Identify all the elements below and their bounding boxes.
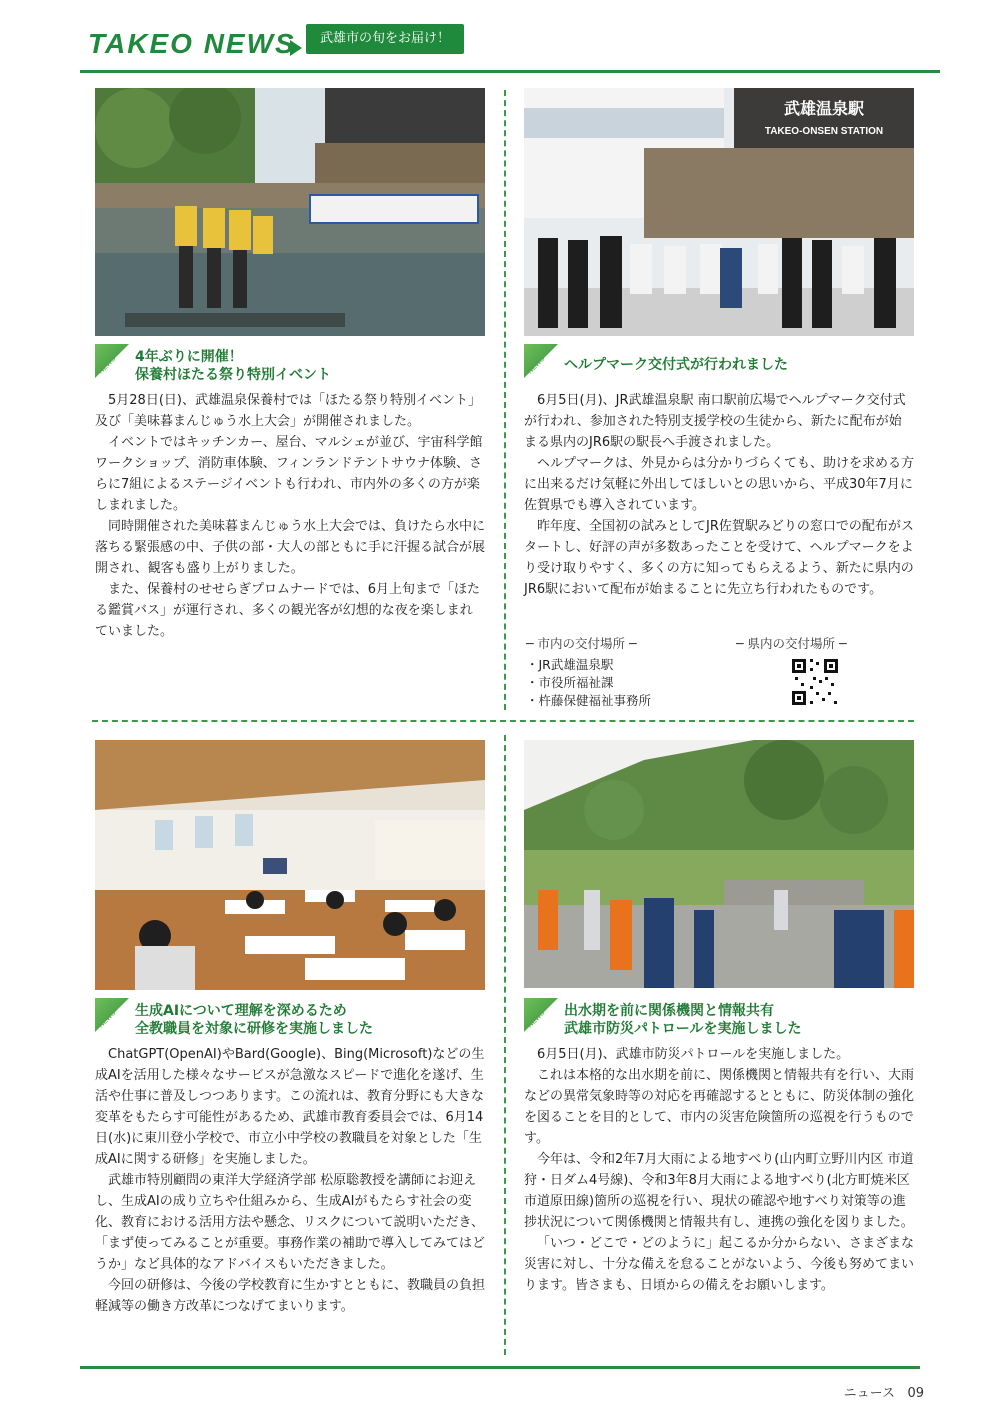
row-divider bbox=[92, 720, 914, 722]
paragraph: 今回の研修は、今後の学校教育に生かすとともに、教職員の負担軽減等の働き方改革につなげてまいります。 bbox=[95, 1278, 486, 1314]
page-folio bbox=[844, 1382, 924, 1401]
photo-ai-training bbox=[95, 740, 485, 990]
photo-station-ceremony bbox=[524, 88, 914, 336]
article-title-ai bbox=[95, 998, 485, 1040]
paragraph: これは本格的な出水期を前に、関係機関と情報共有を行い、大雨などの異常気象時等の対応を再確認するとともに、防災体制の強化を図ることを目的として、市内の災害危険箇所の巡視を行うものです。 bbox=[524, 1068, 915, 1146]
paragraph: イベントではキッチンカー、屋台、マルシェが並び、宇宙科学館ワークショップ、消防車体験、フィンランドテントサウナ体験、さらに7組によるステージイベントも行われ、市内外の多くの方が楽しまれました。 bbox=[95, 435, 483, 513]
photo-disaster-patrol bbox=[524, 740, 914, 988]
brand-title: TAKEO NEWS bbox=[88, 28, 296, 59]
section-label: ニュース bbox=[843, 1386, 896, 1401]
paragraph: ヘルプマークは、外見からは分かりづらくても、助けを求める方に出来るだけ気軽に外出してほしいとの思いから、平成30年7月に佐賀県でも導入されています。 bbox=[524, 456, 915, 513]
page-number: 09 bbox=[907, 1386, 924, 1401]
list-item: ・杵藤保健福祉事務所 bbox=[526, 693, 652, 708]
article-title-helpmark bbox=[524, 344, 914, 386]
article-title-line2: 全教職員を対象に研修を実施しました bbox=[135, 1021, 373, 1037]
list-item: ・市役所福祉課 bbox=[526, 675, 614, 690]
article-body-patrol bbox=[524, 1044, 914, 1296]
paragraph: ChatGPT(OpenAI)やBard(Google)、Bing(Microsoft)などの生成AIを活用した様々なサービスが急激なスピードで進化を遂げ、生活や仕事に普及しつつあります。この流れは、教育分野にも大きな変革をもたらす可能性があるため、武雄市教育委員会では、6月14日(水)に東川登小学校で、市立小中学校の教職員を対象とした「生成AIに関する研修」を実施しました。 bbox=[95, 1047, 485, 1167]
article-title-festival bbox=[95, 344, 485, 386]
paragraph: 6月5日(月)、武雄市防災パトロールを実施しました。 bbox=[537, 1047, 850, 1062]
paragraph: 6月5日(月)、JR武雄温泉駅 南口駅前広場でヘルプマーク交付式が行われ、参加された特別支援学校の生徒から、新たに配布が始まる県内のJR6駅の駅長へ手渡されました。 bbox=[524, 393, 906, 450]
column-divider-top bbox=[504, 90, 506, 710]
paragraph: 昨年度、全国初の試みとしてJR佐賀駅みどりの窓口での配布がスタートし、好評の声が多数あったことを受けて、ヘルプマークをより受け取りやすく、多くの方に知ってもらえるよう、新たに県内のJR6駅において配布が始まることに先立ち行われたものです。 bbox=[524, 519, 914, 597]
list-item: ・JR武雄温泉駅 bbox=[526, 657, 614, 672]
paragraph: 同時開催された美味暮まんじゅう水上大会では、負けたら水中に落ちる緊張感の中、子供の部・大人の部ともに手に汗握る試合が展開され、観客も盛り上がりました。 bbox=[95, 519, 486, 576]
news-badge-label: NEWS bbox=[97, 1009, 118, 1030]
article-title-line1: 生成AIについて理解を深めるため bbox=[135, 1003, 347, 1019]
city-places-list bbox=[526, 656, 651, 710]
article-title-line1: 4年ぶりに開催！ bbox=[135, 349, 243, 365]
article-title-patrol bbox=[524, 998, 914, 1040]
station-sign-en: TAKEO-ONSEN STATION bbox=[764, 126, 884, 137]
paragraph: 今年は、令和2年7月大雨による地すべり(山内町立野川内区 市道狩・日ダム4号線)、令和3年8月大雨による地すべり(北方町焼米区 市道原田線)箇所の巡視を行い、現状の確認や地すべり対策等の進捗状況について関係機関と情報共有し、連携の強化を図りました。 bbox=[524, 1152, 914, 1230]
article-title: ヘルプマーク交付式が行われました bbox=[564, 357, 788, 373]
page-header bbox=[80, 22, 940, 74]
article-body-ai bbox=[95, 1044, 485, 1317]
city-places-heading: ─ 市内の交付場所 ─ bbox=[526, 636, 637, 651]
paragraph: 武雄市特別顧問の東洋大学経済学部 松原聡教授を講師にお迎えし、生成AIの成り立ちや仕組みから、生成AIがもたらす社会の変化、教育における活用方法や懸念、リスクについて説明いただき、「まず使ってみることが重要。事務作業の補助で導入してみてはどうか」など具体的なアドバイスもいただきました。 bbox=[95, 1173, 486, 1272]
qr-code-icon[interactable] bbox=[790, 657, 840, 707]
pref-places-heading: ─ 県内の交付場所 ─ bbox=[736, 636, 847, 651]
photo-festival bbox=[95, 88, 485, 336]
article-body-helpmark bbox=[524, 390, 914, 600]
article-body-festival bbox=[95, 390, 485, 642]
tagline-badge: 武雄市の旬をお届け！ bbox=[306, 24, 464, 54]
article-title-line2: 武雄市防災パトロールを実施しました bbox=[564, 1021, 802, 1037]
paragraph: 5月28日(日)、武雄温泉保養村では「ほたる祭り特別イベント」及び「美味暮まんじゅう水上大会」が開催されました。 bbox=[95, 393, 481, 429]
news-badge-label: NEWS bbox=[526, 1009, 547, 1030]
news-badge-label: NEWS bbox=[97, 355, 118, 376]
header-rule bbox=[80, 70, 940, 73]
brand-arrow-icon bbox=[290, 40, 302, 56]
article-title-line1: 出水期を前に関係機関と情報共有 bbox=[564, 1003, 774, 1019]
footer-rule bbox=[80, 1366, 920, 1369]
paragraph: また、保養村のせせらぎプロムナードでは、6月上旬まで「ほたる鑑賞バス」が運行され、多くの観光客が幻想的な夜を楽しまれていました。 bbox=[95, 582, 481, 639]
column-divider-bottom bbox=[504, 735, 506, 1355]
news-badge-label: NEWS bbox=[526, 355, 547, 376]
paragraph: 「いつ・どこで・どのように」起こるか分からない、さまざまな災害に対し、十分な備えを怠ることがないよう、今後も努めてまいります。皆さまも、日頃からの備えをお願いします。 bbox=[524, 1236, 915, 1293]
station-sign-jp: 武雄温泉駅 bbox=[783, 99, 865, 118]
article-title-line2: 保養村ほたる祭り特別イベント bbox=[135, 367, 331, 383]
